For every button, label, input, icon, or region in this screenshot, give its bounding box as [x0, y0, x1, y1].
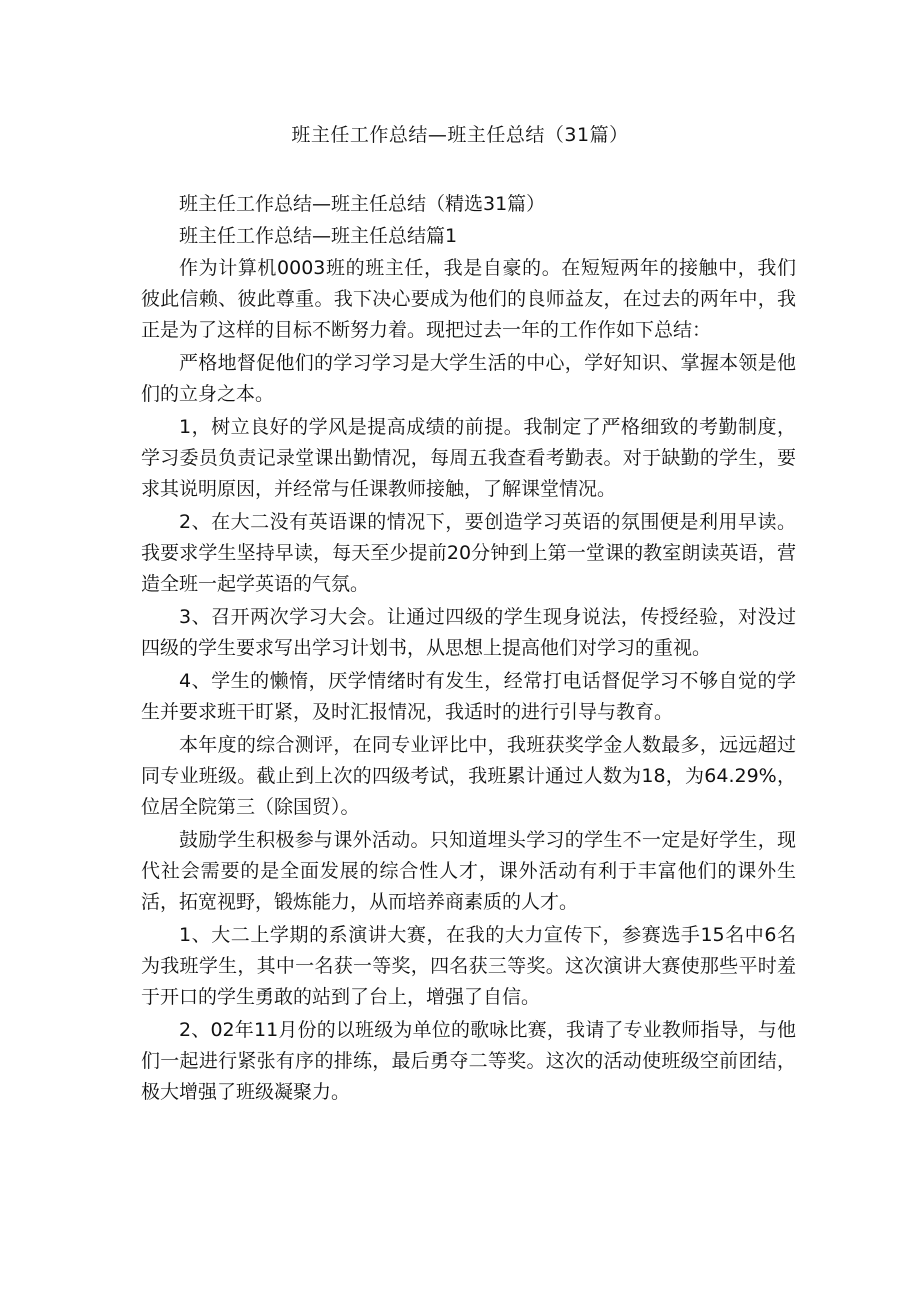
section-heading: 班主任工作总结—班主任总结篇1 [179, 225, 458, 247]
body-paragraph: 作为计算机0003班的班主任，我是自豪的。在短短两年的接触中，我们彼此信赖、彼此尊重。我下决心要成为他们的良师益友，在过去的两年中，我正是为了这样的目标不断努力着。现把过去一年的工作作如下总结： [141, 257, 796, 341]
body-paragraph: 2、在大二没有英语课的情况下，要创造学习英语的氛围便是利用早读。我要求学生坚持早读，每天至少提前20分钟到上第一堂课的教室朗读英语，营造全班一起学英语的气氛。 [141, 511, 796, 595]
document-title: 班主任工作总结—班主任总结（31篇） [291, 124, 629, 146]
document-body [141, 189, 796, 1110]
subtitle-paragraph: 班主任工作总结—班主任总结（精选31篇） [179, 193, 546, 215]
body-paragraph: 1、大二上学期的系演讲大赛，在我的大力宣传下，参赛选手15名中6名为我班学生，其中一名获一等奖，四名获三等奖。这次演讲大赛使那些平时羞于开口的学生勇敢的站到了台上，增强了自信。 [141, 924, 796, 1008]
body-paragraph: 鼓励学生积极参与课外活动。只知道埋头学习的学生不一定是好学生，现代社会需要的是全面发展的综合性人才，课外活动有利于丰富他们的课外生活，拓宽视野，锻炼能力，从而培养商素质的人才。 [141, 829, 796, 913]
body-paragraph: 本年度的综合测评，在同专业评比中，我班获奖学金人数最多，远远超过同专业班级。截止到上次的四级考试，我班累计通过人数为18，为64.29%，位居全院第三（除国贸）。 [141, 734, 796, 818]
body-paragraph: 3、召开两次学习大会。让通过四级的学生现身说法，传授经验，对没过四级的学生要求写出学习计划书，从思想上提高他们对学习的重视。 [141, 606, 796, 659]
body-paragraph: 2、02年11月份的以班级为单位的歌咏比赛，我请了专业教师指导，与他们一起进行紧张有序的排练，最后勇夺二等奖。这次的活动使班级空前团结，极大增强了班级凝聚力。 [141, 1019, 796, 1103]
body-paragraph: 严格地督促他们的学习学习是大学生活的中心，学好知识、掌握本领是他们的立身之本。 [141, 352, 796, 405]
body-paragraph: 1，树立良好的学风是提高成绩的前提。我制定了严格细致的考勤制度，学习委员负责记录堂课出勤情况，每周五我查看考勤表。对于缺勤的学生，要求其说明原因，并经常与任课教师接触，了解课堂情况。 [141, 416, 796, 500]
body-paragraph: 4、学生的懒惰，厌学情绪时有发生，经常打电话督促学习不够自觉的学生并要求班干盯紧，及时汇报情况，我适时的进行引导与教育。 [141, 670, 796, 723]
